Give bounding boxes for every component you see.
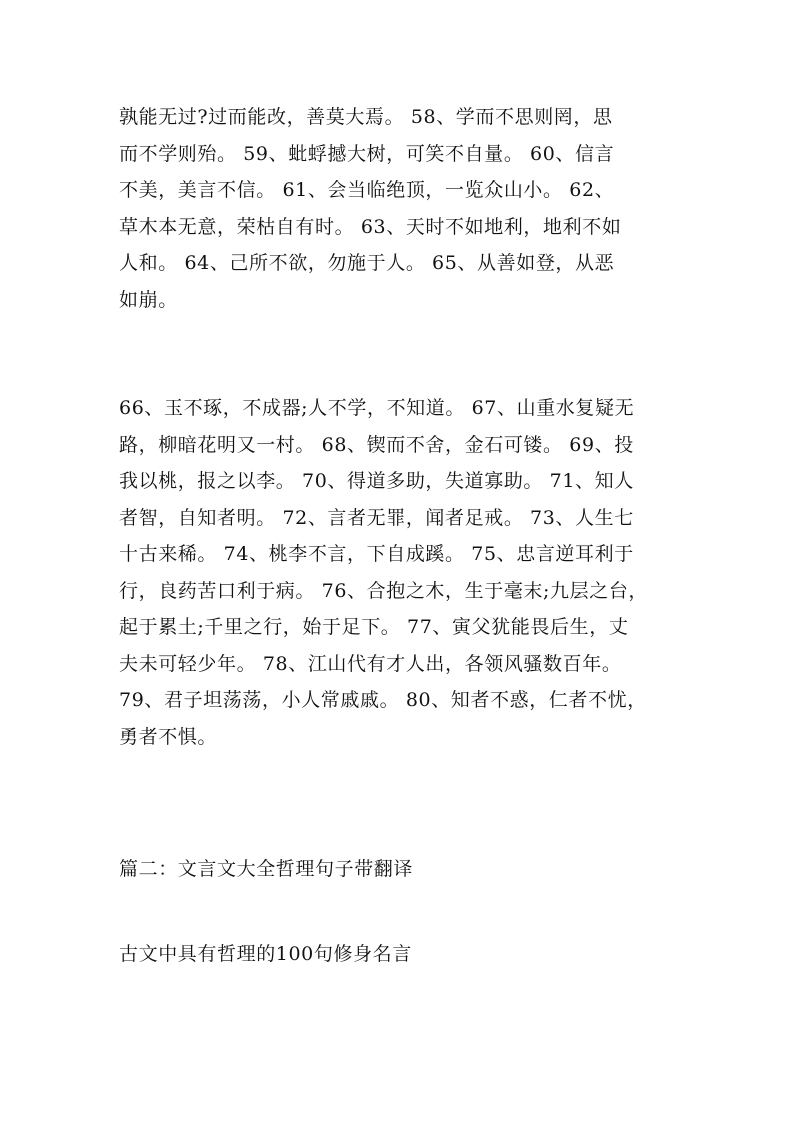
text-line: 路，柳暗花明又一村。 68、锲而不舍，金石可镂。 69、投 bbox=[119, 433, 634, 456]
text-line: 66、玉不琢，不成器;人不学，不知道。 67、山重水复疑无 bbox=[119, 397, 635, 419]
paragraph-quotes-57-65 bbox=[119, 99, 699, 318]
text-line: 草木本无意，荣枯自有时。 63、天时不如地利，地利不如 bbox=[119, 215, 622, 238]
text-line: 我以桃，报之以李。 70、得道多助，失道寡助。 71、知人 bbox=[119, 470, 634, 492]
paragraph-quotes-66-80 bbox=[119, 390, 699, 755]
text-line: 篇二：文言文大全哲理句子带翻译 bbox=[119, 858, 414, 880]
text-line: 79、君子坦荡荡，小人常戚戚。 80、知者不惑，仁者不忧， bbox=[119, 689, 647, 711]
section-heading bbox=[119, 851, 699, 888]
text-line: 起于累土;千里之行，始于足下。 77、寅父犹能畏后生，丈 bbox=[119, 616, 629, 638]
text-line: 者智，自知者明。 72、言者无罪，闻者足戒。 73、人生七 bbox=[119, 506, 634, 529]
text-line: 勇者不惧。 bbox=[119, 725, 218, 748]
text-line: 不美，美言不信。 61、会当临绝顶，一览众山小。 62、 bbox=[119, 179, 615, 201]
text-line: 夫未可轻少年。 78、江山代有才人出，各领风骚数百年。 bbox=[119, 652, 622, 675]
text-line: 如崩。 bbox=[119, 288, 178, 311]
text-line: 行，良药苦口利于病。 76、合抱之木，生于毫末;九层之台， bbox=[119, 579, 649, 602]
text-line: 而不学则殆。 59、蚍蜉撼大树，可笑不自量。 60、信言 bbox=[119, 142, 615, 165]
subheading bbox=[119, 936, 699, 973]
text-line: 孰能无过?过而能改，善莫大焉。 58、学而不思则罔，思 bbox=[119, 106, 613, 128]
text-line: 古文中具有哲理的100句修身名言 bbox=[119, 943, 412, 965]
text-line: 人和。 64、己所不欲，勿施于人。 65、从善如登，从恶 bbox=[119, 252, 615, 274]
text-line: 十古来稀。 74、桃李不言，下自成蹊。 75、忠言逆耳利于 bbox=[119, 543, 634, 565]
